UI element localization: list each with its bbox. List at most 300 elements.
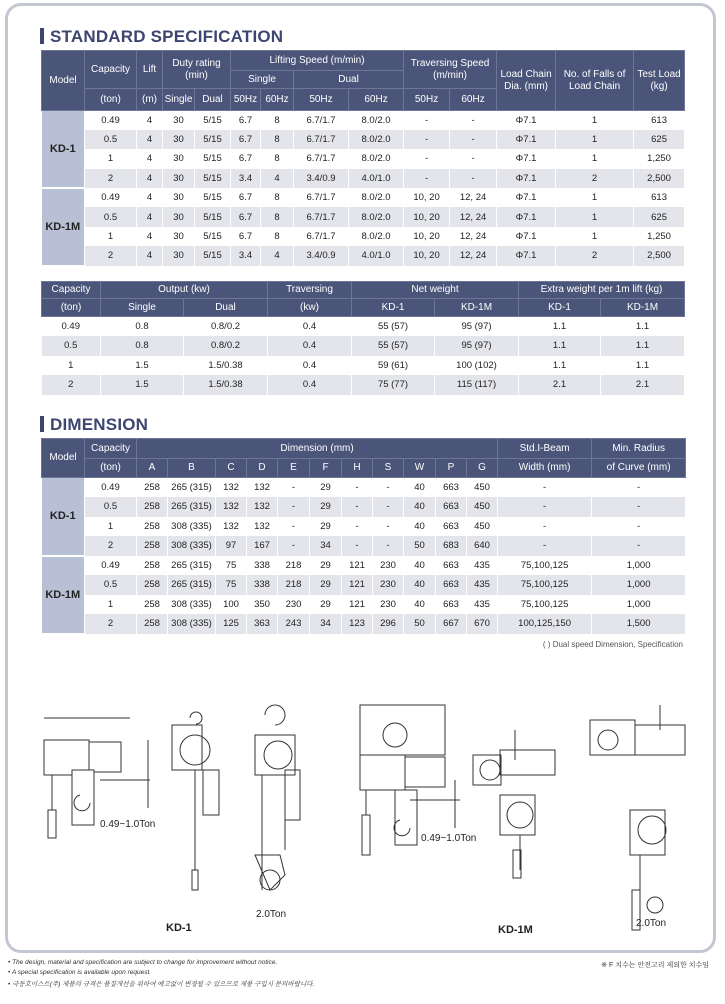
table-cell: 125 <box>216 614 247 634</box>
table-cell: 258 <box>137 614 168 634</box>
table-cell: 0.49 <box>85 478 137 498</box>
table-cell: 100 <box>216 595 247 615</box>
table-cell: 1,000 <box>592 575 686 595</box>
table-cell: 0.5 <box>85 130 137 149</box>
header-cell: Lifting Speed (m/min) <box>231 51 404 71</box>
table-cell: 613 <box>634 188 685 207</box>
table-cell: 308 (335) <box>168 595 216 615</box>
table-cell: 75 (77) <box>352 375 435 395</box>
header-cell: 60Hz <box>261 89 294 111</box>
header-cell: KD-1M <box>601 299 685 317</box>
table-cell: 1 <box>42 356 101 376</box>
table-cell: - <box>592 517 686 537</box>
table-cell: 265 (315) <box>168 478 216 498</box>
table-cell: 0.8/0.2 <box>184 317 268 337</box>
table-cell: 1 <box>556 111 634 130</box>
table-cell: 0.4 <box>268 375 352 395</box>
table-cell: 1.5/0.38 <box>184 356 268 376</box>
table-cell: 6.7/1.7 <box>294 130 349 149</box>
header-cell: Std.I-Beam <box>498 439 592 459</box>
table-cell: 625 <box>634 130 685 149</box>
table-cell: 3.4/0.9 <box>294 246 349 265</box>
table-cell: 2 <box>85 536 137 556</box>
table-cell: 1.1 <box>601 317 685 337</box>
table-cell: 8 <box>261 130 294 149</box>
header-cell: Single <box>231 71 294 89</box>
table-cell: 30 <box>163 130 195 149</box>
table-cell: 123 <box>342 614 373 634</box>
table-cell: 1.1 <box>519 356 601 376</box>
table-cell: Φ7.1 <box>497 246 556 265</box>
table-cell: 663 <box>436 556 467 576</box>
table-cell: - <box>342 536 373 556</box>
table-cell: 8.0/2.0 <box>349 149 404 168</box>
table-cell: 640 <box>467 536 498 556</box>
header-cell: Single <box>163 89 195 111</box>
footer-line-2: • A special specification is available upon request. <box>8 969 152 976</box>
table-cell: 4 <box>137 207 163 226</box>
header-cell: Width (mm) <box>498 459 592 478</box>
table-cell: - <box>342 517 373 537</box>
table-cell: Φ7.1 <box>497 227 556 246</box>
table-cell: 0.49 <box>85 111 137 130</box>
table-cell: 1.1 <box>519 317 601 337</box>
header-cell: Model <box>42 51 85 111</box>
table-cell: 683 <box>436 536 467 556</box>
header-cell: Capacity <box>85 439 137 459</box>
table-cell: Φ7.1 <box>497 169 556 188</box>
table-cell: - <box>373 536 404 556</box>
table-cell: 132 <box>247 497 278 517</box>
table-cell: 1.1 <box>601 336 685 356</box>
header-cell: Single <box>101 299 184 317</box>
header-cell: H <box>342 459 373 478</box>
table-cell: 29 <box>310 497 342 517</box>
table-cell: 2.1 <box>601 375 685 395</box>
table-cell: 308 (335) <box>168 536 216 556</box>
table-cell: - <box>498 497 592 517</box>
header-cell: D <box>247 459 278 478</box>
table-cell: 667 <box>436 614 467 634</box>
table-cell: 8 <box>261 188 294 207</box>
table-cell: 12, 24 <box>450 227 497 246</box>
model-cell: KD-1M <box>42 556 85 634</box>
table-cell: 75 <box>216 556 247 576</box>
table-cell: 8.0/2.0 <box>349 227 404 246</box>
table-cell: 338 <box>247 575 278 595</box>
table-cell: 40 <box>404 575 436 595</box>
header-cell: Dual <box>195 89 231 111</box>
dimension-title-text: DIMENSION <box>50 415 149 434</box>
table-cell: 5/15 <box>195 149 231 168</box>
table-cell: 5/15 <box>195 169 231 188</box>
table-cell: 435 <box>467 575 498 595</box>
table-cell: 663 <box>436 478 467 498</box>
table-cell: 6.7 <box>231 227 261 246</box>
table-cell: 1 <box>556 227 634 246</box>
table-cell: 4 <box>137 149 163 168</box>
header-cell: Min. Radius <box>592 439 686 459</box>
table-cell: 4 <box>137 246 163 265</box>
table-cell: 121 <box>342 556 373 576</box>
table-cell: 0.49 <box>85 188 137 207</box>
table-cell: 0.5 <box>85 497 137 517</box>
kd1-front-view-drawing <box>172 712 219 890</box>
table-cell: 625 <box>634 207 685 226</box>
kd1-large-capacity-label: 2.0Ton <box>256 909 287 920</box>
table-cell: - <box>450 169 497 188</box>
table-cell: 450 <box>467 478 498 498</box>
table-cell: - <box>450 111 497 130</box>
table-cell: 6.7/1.7 <box>294 188 349 207</box>
table-cell: 34 <box>310 614 342 634</box>
table-cell: 258 <box>137 497 168 517</box>
header-cell: S <box>373 459 404 478</box>
header-cell: (ton) <box>85 459 137 478</box>
table-cell: 1 <box>556 149 634 168</box>
table-cell: 230 <box>373 575 404 595</box>
table-cell: 40 <box>404 517 436 537</box>
table-cell: 30 <box>163 111 195 130</box>
table-cell: 1 <box>85 595 137 615</box>
table-cell: 450 <box>467 517 498 537</box>
table-cell: - <box>404 169 450 188</box>
table-cell: 1,250 <box>634 149 685 168</box>
table-cell: 2 <box>556 246 634 265</box>
table-cell: 2 <box>85 169 137 188</box>
table-cell: 258 <box>137 556 168 576</box>
table-cell: 132 <box>216 497 247 517</box>
table-cell: 1.1 <box>519 336 601 356</box>
table-cell: - <box>404 130 450 149</box>
table-cell: 0.5 <box>85 207 137 226</box>
header-cell: Dual <box>184 299 268 317</box>
kd1-small-capacity-label: 0.49~1.0Ton <box>100 819 156 830</box>
table-cell: - <box>498 517 592 537</box>
table-cell: 30 <box>163 169 195 188</box>
header-cell: 50Hz <box>231 89 261 111</box>
table-cell: 5/15 <box>195 111 231 130</box>
table-cell: 6.7 <box>231 130 261 149</box>
table-cell: 132 <box>216 478 247 498</box>
table-cell: 59 (61) <box>352 356 435 376</box>
table-cell: 0.5 <box>42 336 101 356</box>
table-cell: 265 (315) <box>168 575 216 595</box>
header-cell: KD-1 <box>519 299 601 317</box>
header-cell: (ton) <box>85 89 137 111</box>
table-cell: 296 <box>373 614 404 634</box>
table-cell: 1 <box>556 207 634 226</box>
table-cell: Φ7.1 <box>497 111 556 130</box>
table-cell: 435 <box>467 595 498 615</box>
table-cell: - <box>592 497 686 517</box>
table-cell: 50 <box>404 614 436 634</box>
table-cell: 4 <box>137 130 163 149</box>
table-cell: 1 <box>556 188 634 207</box>
table-cell: 4 <box>137 111 163 130</box>
table-cell: 5/15 <box>195 130 231 149</box>
table-cell: 34 <box>310 536 342 556</box>
kd1-2ton-drawing <box>255 705 300 890</box>
table-cell: 2 <box>42 375 101 395</box>
table-cell: 1.1 <box>601 356 685 376</box>
table-cell: 12, 24 <box>450 246 497 265</box>
table-cell: 435 <box>467 556 498 576</box>
header-cell: B <box>168 459 216 478</box>
table-cell: - <box>373 478 404 498</box>
table-cell: 1.5 <box>101 375 184 395</box>
table-cell: 243 <box>278 614 310 634</box>
table-cell: - <box>278 497 310 517</box>
header-cell: 50Hz <box>294 89 349 111</box>
table-cell: 132 <box>216 517 247 537</box>
table-cell: - <box>592 536 686 556</box>
table-cell: 4.0/1.0 <box>349 169 404 188</box>
table-cell: 12, 24 <box>450 188 497 207</box>
table-cell: 2 <box>556 169 634 188</box>
table-cell: 0.8 <box>101 317 184 337</box>
table-cell: - <box>278 478 310 498</box>
table-cell: 29 <box>310 478 342 498</box>
table-cell: 30 <box>163 207 195 226</box>
table-cell: 75,100,125 <box>498 595 592 615</box>
table-cell: 265 (315) <box>168 556 216 576</box>
model-cell: KD-1M <box>42 188 85 266</box>
table-cell: 3.4 <box>231 169 261 188</box>
table-cell: 218 <box>278 575 310 595</box>
header-cell: Lift <box>137 51 163 89</box>
table-cell: 4 <box>137 227 163 246</box>
table-cell: 10, 20 <box>404 227 450 246</box>
table-cell: - <box>278 517 310 537</box>
table-cell: 4.0/1.0 <box>349 246 404 265</box>
table-cell: 3.4 <box>231 246 261 265</box>
table-cell: 258 <box>137 595 168 615</box>
table-cell: 5/15 <box>195 227 231 246</box>
table-cell: 5/15 <box>195 188 231 207</box>
table-cell: 663 <box>436 575 467 595</box>
table-cell: Φ7.1 <box>497 130 556 149</box>
dual-speed-note: ( ) Dual speed Dimension, Specification <box>542 640 683 649</box>
table-cell: - <box>498 478 592 498</box>
header-cell: 50Hz <box>404 89 450 111</box>
table-cell: 2,500 <box>634 169 685 188</box>
table-cell: 10, 20 <box>404 188 450 207</box>
table-cell: 258 <box>137 517 168 537</box>
table-cell: 230 <box>373 556 404 576</box>
table-cell: 230 <box>373 595 404 615</box>
table-cell: 6.7 <box>231 188 261 207</box>
table-cell: 10, 20 <box>404 207 450 226</box>
table-cell: 1 <box>85 227 137 246</box>
table-cell: 8.0/2.0 <box>349 207 404 226</box>
table-cell: 100,125,150 <box>498 614 592 634</box>
header-cell: F <box>310 459 342 478</box>
table-cell: 75,100,125 <box>498 556 592 576</box>
header-cell: KD-1 <box>352 299 435 317</box>
table-cell: 121 <box>342 595 373 615</box>
table-cell: 1 <box>85 517 137 537</box>
table-cell: Φ7.1 <box>497 207 556 226</box>
table-cell: 663 <box>436 497 467 517</box>
table-cell: 1 <box>556 130 634 149</box>
table-cell: 6.7/1.7 <box>294 149 349 168</box>
table-cell: 0.8/0.2 <box>184 336 268 356</box>
table-cell: 95 (97) <box>435 336 519 356</box>
table-cell: 2.1 <box>519 375 601 395</box>
kd1m-large-capacity-label: 2.0Ton <box>636 918 667 929</box>
table-cell: - <box>450 130 497 149</box>
table-cell: 8.0/2.0 <box>349 130 404 149</box>
table-cell: - <box>373 497 404 517</box>
table-cell: 258 <box>137 575 168 595</box>
table-cell: 100 (102) <box>435 356 519 376</box>
model-cell: KD-1 <box>42 478 85 556</box>
header-cell: Extra weight per 1m lift (kg) <box>519 282 685 299</box>
kd1m-drawing-name: KD-1M <box>498 924 533 936</box>
table-cell: 30 <box>163 227 195 246</box>
header-cell: Traversing Speed (m/min) <box>404 51 497 89</box>
footer-line-3: • 극동호이스트(주) 제품의 규격은 품질개선을 위하여 예고없이 변경될 수 있으므로 제품 구입시 문의바랍니다. <box>8 981 315 988</box>
kd1-drawing-name: KD-1 <box>166 922 192 934</box>
table-cell: 450 <box>467 497 498 517</box>
header-cell: Output (kw) <box>101 282 268 299</box>
table-cell: - <box>404 111 450 130</box>
table-cell: 363 <box>247 614 278 634</box>
model-cell: KD-1 <box>42 111 85 189</box>
table-cell: - <box>592 478 686 498</box>
table-cell: - <box>373 517 404 537</box>
header-cell: No. of Falls of Load Chain <box>556 51 634 111</box>
table-cell: 1 <box>85 149 137 168</box>
table-cell: 30 <box>163 246 195 265</box>
table-cell: - <box>404 149 450 168</box>
table-cell: 308 (335) <box>168 517 216 537</box>
table-cell: 55 (57) <box>352 317 435 337</box>
header-cell: E <box>278 459 310 478</box>
table-cell: 338 <box>247 556 278 576</box>
footer-korean-note: ※ F 치수는 안전고리 제외한 치수임 <box>601 962 709 969</box>
table-cell: 613 <box>634 111 685 130</box>
table-cell: 1.5 <box>101 356 184 376</box>
table-cell: 230 <box>278 595 310 615</box>
header-cell: A <box>137 459 168 478</box>
table-cell: - <box>278 536 310 556</box>
kd1m-small-capacity-label: 0.49~1.0Ton <box>421 833 477 844</box>
table-cell: 8 <box>261 111 294 130</box>
header-cell: W <box>404 459 436 478</box>
header-cell: P <box>436 459 467 478</box>
table-cell: 29 <box>310 556 342 576</box>
table-cell: 40 <box>404 595 436 615</box>
table-cell: 75 <box>216 575 247 595</box>
table-cell: 2,500 <box>634 246 685 265</box>
header-cell: Dual <box>294 71 404 89</box>
table-cell: 4 <box>137 188 163 207</box>
table-cell: Φ7.1 <box>497 149 556 168</box>
table-cell: 265 (315) <box>168 497 216 517</box>
header-cell: Model <box>42 439 85 478</box>
table-cell: 6.7 <box>231 207 261 226</box>
table-cell: 40 <box>404 497 436 517</box>
table-cell: 5/15 <box>195 246 231 265</box>
header-cell: Load Chain Dia. (mm) <box>497 51 556 111</box>
table-cell: 29 <box>310 595 342 615</box>
table-cell: 132 <box>247 517 278 537</box>
table-cell: - <box>498 536 592 556</box>
table-cell: 29 <box>310 517 342 537</box>
header-cell: Duty rating (min) <box>163 51 231 89</box>
table-cell: 6.7 <box>231 111 261 130</box>
table-cell: 95 (97) <box>435 317 519 337</box>
table-cell: - <box>450 149 497 168</box>
table-cell: - <box>342 497 373 517</box>
table-cell: 2 <box>85 246 137 265</box>
table-cell: 0.49 <box>42 317 101 337</box>
header-cell: 60Hz <box>450 89 497 111</box>
table-cell: 0.5 <box>85 575 137 595</box>
table-cell: 30 <box>163 149 195 168</box>
table-cell: 115 (117) <box>435 375 519 395</box>
header-cell: (kw) <box>268 299 352 317</box>
table-cell: 663 <box>436 595 467 615</box>
table-cell: 40 <box>404 556 436 576</box>
table-cell: 0.4 <box>268 336 352 356</box>
table-cell: 6.7/1.7 <box>294 227 349 246</box>
header-cell: C <box>216 459 247 478</box>
table-cell: 75,100,125 <box>498 575 592 595</box>
table-cell: 258 <box>137 478 168 498</box>
table-cell: Φ7.1 <box>497 188 556 207</box>
header-cell: Dimension (mm) <box>137 439 498 459</box>
header-cell: Capacity <box>42 282 101 299</box>
standard-spec-title-text: STANDARD SPECIFICATION <box>50 27 284 46</box>
header-cell: Test Load (kg) <box>634 51 685 111</box>
table-cell: 0.4 <box>268 356 352 376</box>
table-cell: 8 <box>261 149 294 168</box>
header-cell: Traversing <box>268 282 352 299</box>
table-cell: 350 <box>247 595 278 615</box>
table-cell: 308 (335) <box>168 614 216 634</box>
table-cell: 3.4/0.9 <box>294 169 349 188</box>
table-cell: 50 <box>404 536 436 556</box>
table-cell: 1,500 <box>592 614 686 634</box>
table-cell: 5/15 <box>195 207 231 226</box>
table-cell: 4 <box>137 169 163 188</box>
table-cell: 4 <box>261 169 294 188</box>
header-cell: 60Hz <box>349 89 404 111</box>
table-cell: 8.0/2.0 <box>349 111 404 130</box>
table-cell: 29 <box>310 575 342 595</box>
table-cell: 30 <box>163 188 195 207</box>
header-cell: (ton) <box>42 299 101 317</box>
table-cell: 12, 24 <box>450 207 497 226</box>
table-cell: 167 <box>247 536 278 556</box>
header-cell: KD-1M <box>435 299 519 317</box>
table-cell: 663 <box>436 517 467 537</box>
table-cell: 8 <box>261 227 294 246</box>
table-cell: 218 <box>278 556 310 576</box>
table-cell: 6.7 <box>231 149 261 168</box>
header-cell: G <box>467 459 498 478</box>
footer-line-1: • The design, material and specification are subject to change for improvement without notice. <box>8 959 278 966</box>
table-cell: 10, 20 <box>404 246 450 265</box>
header-cell: Capacity <box>85 51 137 89</box>
table-cell: 6.7/1.7 <box>294 207 349 226</box>
table-cell: 1,000 <box>592 595 686 615</box>
table-cell: 1.5/0.38 <box>184 375 268 395</box>
table-cell: 97 <box>216 536 247 556</box>
